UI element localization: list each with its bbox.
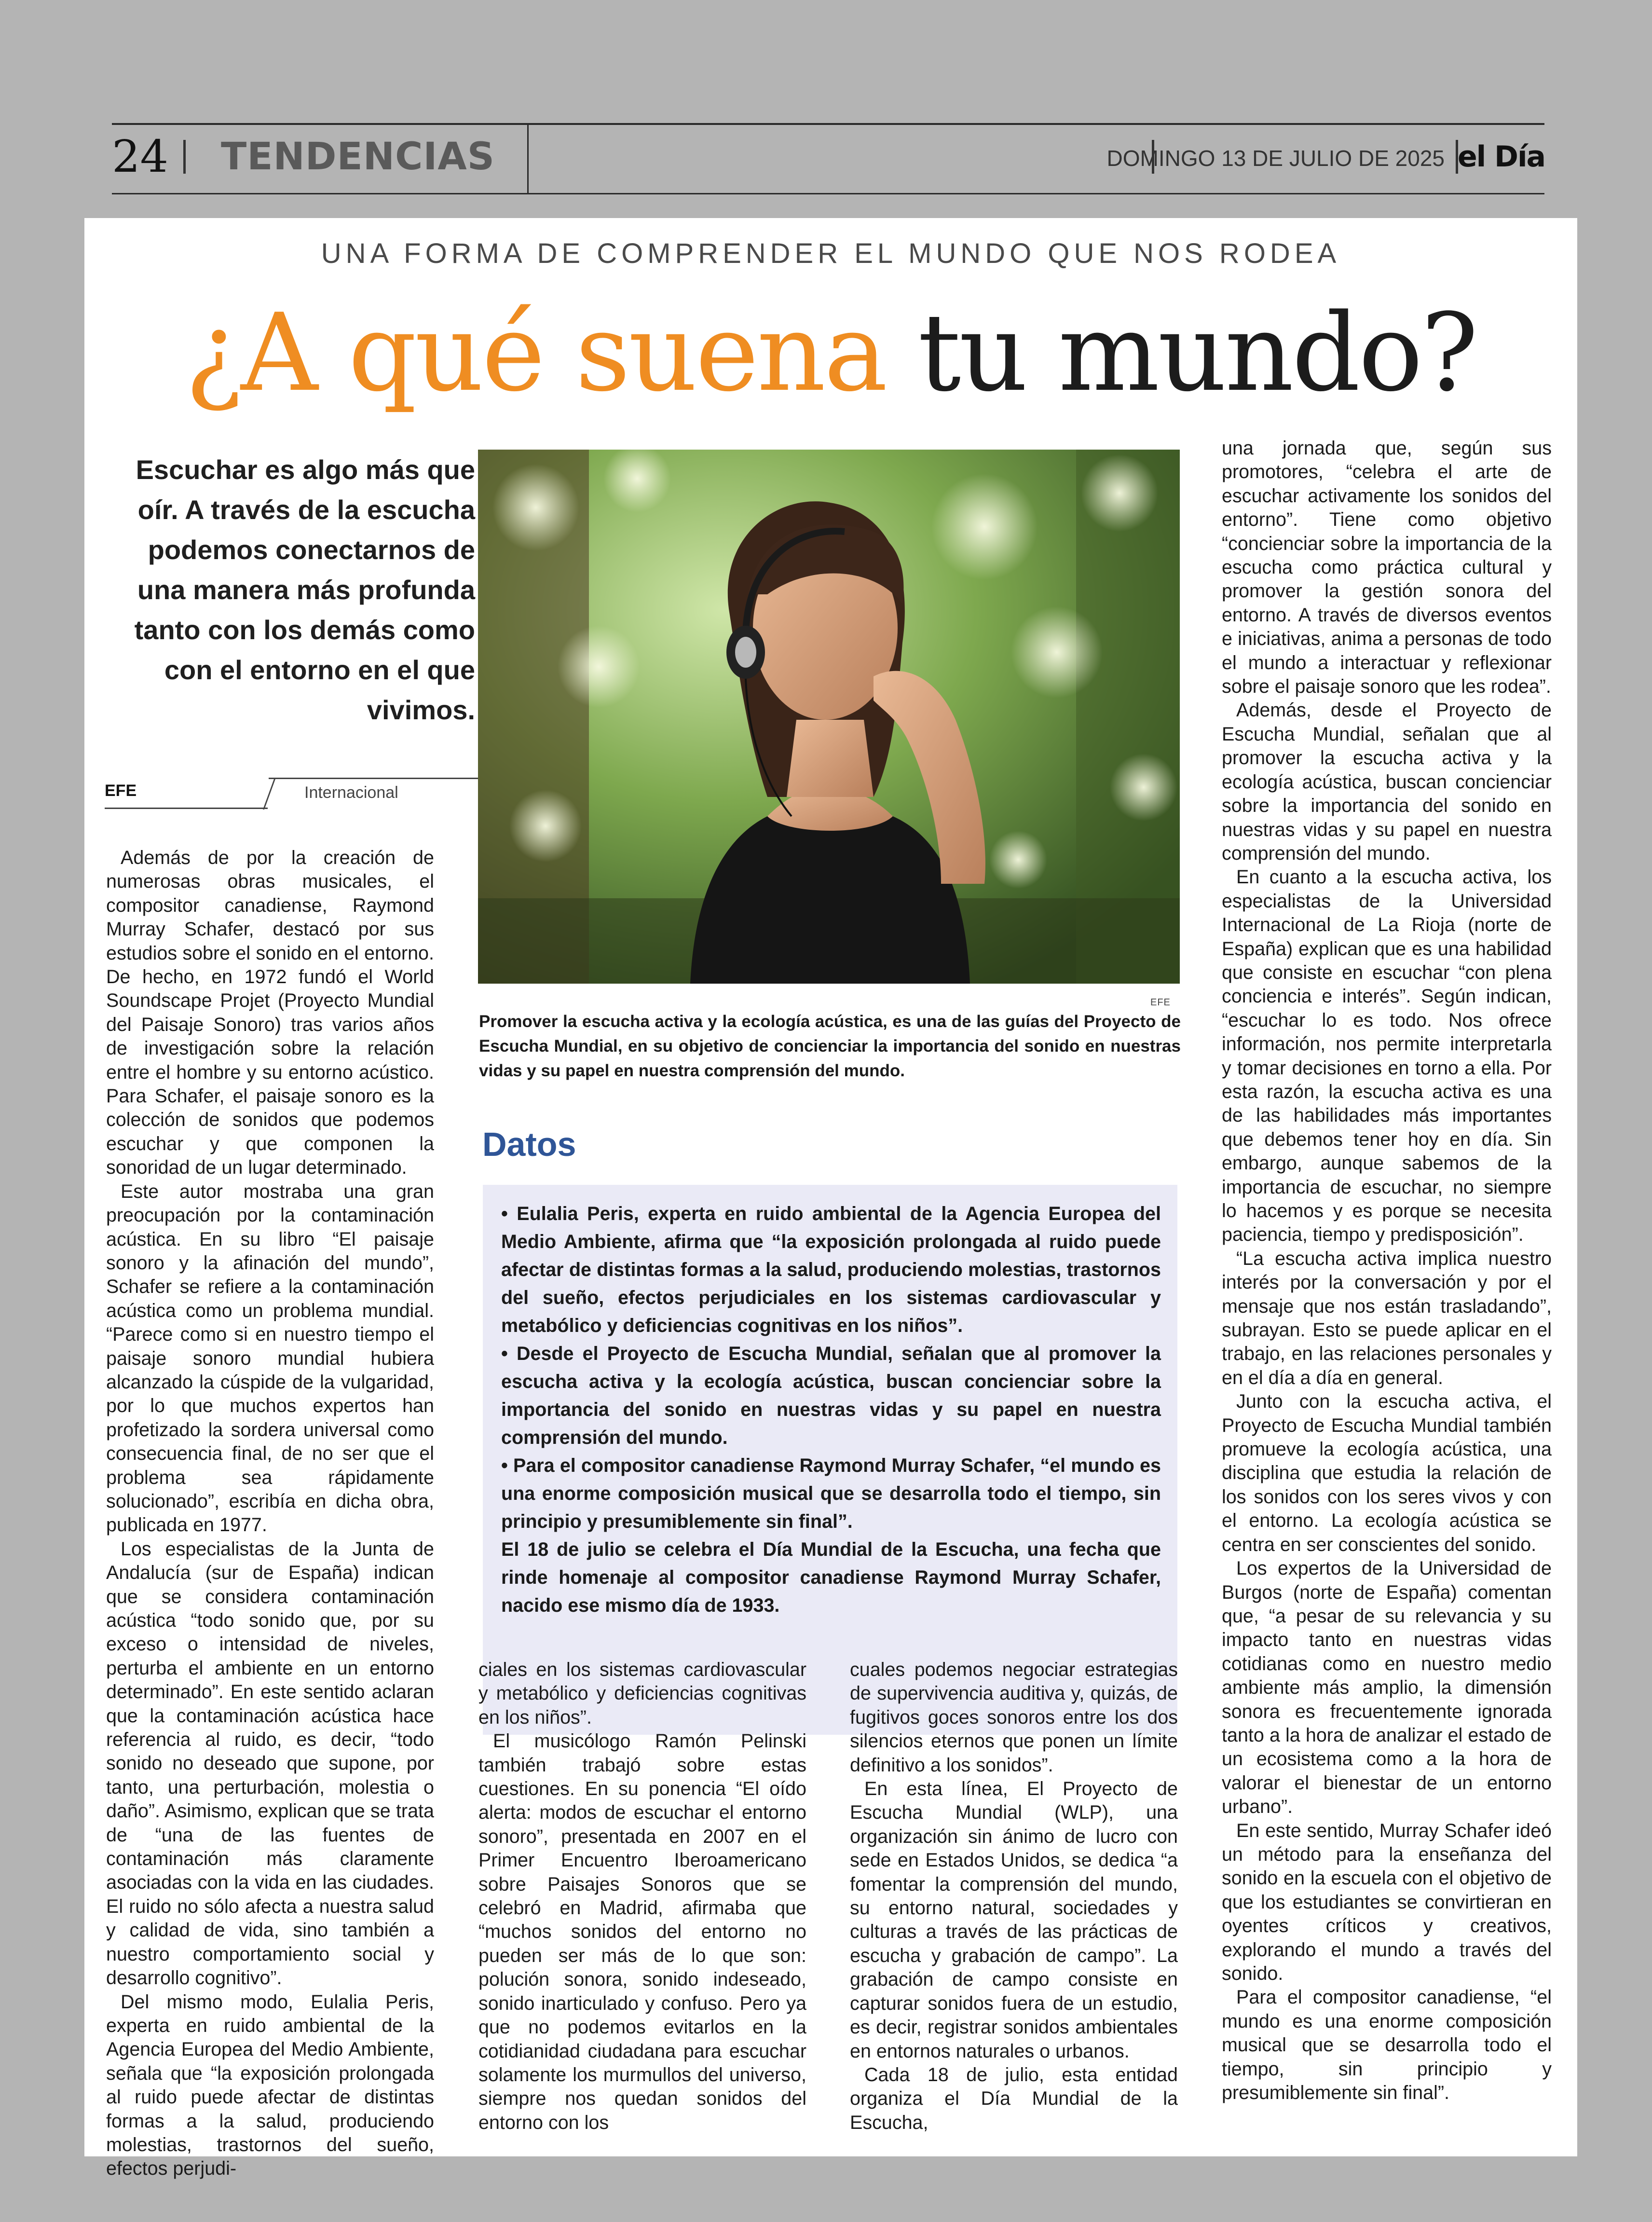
paragraph: una jornada que, según sus promotores, “celebra el arte de escuchar activamente los sonidos del entorno”. Tiene como objetivo “concienciar sobre la importancia de la escucha como práctica cultural y promover la gestión sonora del entorno. A través de diversos eventos e iniciativas, anima a personas de todo el mundo a interactuar y reflexionar sobre el paisaje sonoro que les rodea”. bbox=[1222, 438, 1552, 698]
newspaper-logo: el Día bbox=[1457, 140, 1545, 174]
article-page bbox=[84, 218, 1577, 2180]
paragraph: Los especialistas de la Junta de Andalucía (sur de España) indican que se considera contaminación acústica “todo sonido que, por su exceso o intensidad de niveles, perturba el ambiente en un entorno determinado”. En este sentido aclaran que la contaminación acústica hace referencia al ruido, es decir, “todo sonido no deseado que supone, por tanto, una perturbación, molestia o daño”. Asimismo, explican que se trata de “una de las fuentes de contaminación más claramente asociadas con la vida en las ciudades. El ruido no sólo afecta a nuestra salud y calidad de vida, sino también a nuestro comportamiento social y desarrollo cognitivo”. bbox=[106, 1538, 434, 1989]
paragraph: En cuanto a la escucha activa, los especialistas de la Universidad Internacional de La Rioja (norte de España) explican que es una habilidad que consiste en escuchar “con plena conciencia e interés”. Según indican, “escuchar lo es todo. Nos ofrece información, nos permite interpretarla y tomar decisiones en torno a ella. Por esta razón, la escucha activa es una de las habilidades más importantes que debemos tener hoy en día. Sin embargo, aunque sabemos de la importancia de escuchar, no siempre lo hacemos y es porque se necesita paciencia, tiempo y predisposición”. bbox=[1222, 866, 1552, 1246]
paragraph: Los expertos de la Universidad de Burgos (norte de España) comentan que, “a pesar de su relevancia y su impacto tanto en nuestras vidas cotidianas como en nuestro medio ambiente más amplio, la dimensión sonora es frecuentemente ignorada tanto a la hora de analizar el estado de un ecosistema como a la hora de valorar el bienestar de un entorno urbano”. bbox=[1222, 1558, 1552, 1818]
page-number: 24 bbox=[112, 131, 169, 182]
header-separator bbox=[183, 140, 186, 174]
paragraph: Cada 18 de julio, esta entidad organiza el Día Mundial de la Escucha, bbox=[850, 2064, 1178, 2133]
byline-section: Internacional bbox=[304, 783, 398, 802]
header-divider bbox=[527, 123, 529, 194]
paragraph: Además, desde el Proyecto de Escucha Mundial, señalan que al promover la escucha activa y la ecología acústica, buscan concienciar sobre la importancia del sonido en nuestras vidas y su papel en nuestra comprensión del mundo. bbox=[1222, 700, 1552, 864]
datos-title: Datos bbox=[482, 1125, 576, 1163]
paragraph: En esta línea, El Proyecto de Escucha Mundial (WLP), una organización sin ánimo de lucro con sede en Estados Unidos, se dedica “a fomentar la comprensión del mundo, su entorno natural, sociedades y culturas a través de las prácticas de escucha y grabación de campo”. La grabación de campo consiste en capturar sonidos fuera de un estudio, es decir, registrar sonidos ambientales en entornos naturales o urbanos. bbox=[850, 1778, 1178, 2062]
datos-item: • Para el compositor canadiense Raymond Murray Schafer, “el mundo es una enorme composición musical que se desarrolla todo el tiempo, sin principio y presumiblemente sin final”. bbox=[501, 1455, 1161, 1532]
text-column-1 bbox=[106, 846, 434, 2181]
byline-rule bbox=[105, 808, 268, 809]
datos-item: • Desde el Proyecto de Escucha Mundial, señalan que al promover la escucha activa y la ecología acústica, buscan concienciar sobre la importancia del sonido en nuestras vidas y su papel en nuestra comprensión del mundo. bbox=[501, 1343, 1161, 1448]
header-rule-top bbox=[112, 123, 1544, 125]
paragraph: Además de por la creación de numerosas obras musicales, el compositor canadiense, Raymond Murray Schafer, destacó por sus estudios sobre el sonido en el entorno. De hecho, en 1972 fundó el World Soundscape Projet (Proyecto Mundial del Paisaje Sonoro) tras varios años de investigación sobre la relación entre el hombre y su entorno acústico. Para Schafer, el paisaje sonoro es la colección de sonidos que podemos escuchar y que componen la sonoridad de un lugar determinado. bbox=[106, 847, 434, 1179]
photo-credit: EFE bbox=[1150, 997, 1171, 1008]
article-photo bbox=[478, 450, 1180, 984]
byline bbox=[105, 778, 519, 807]
lead-paragraph: Escuchar es algo más que oír. A través de la escucha podemos conectarnos de una manera más profunda tanto con los demás como con el entorno en el que vivimos. bbox=[134, 454, 475, 725]
text-column-2 bbox=[478, 1658, 806, 2135]
paragraph: cuales podemos negociar estrategias de supervivencia auditiva y, quizás, de fugitivos goces sonoros entre los dos silencios eternos que ponen un límite definitivo a los sonidos”. bbox=[850, 1659, 1178, 1776]
photo-caption: Promover la escucha activa y la ecología acústica, es una de las guías del Proyecto de Escucha Mundial, en su objetivo de concienciar la importancia del sonido en nuestras vidas y su papel en nuestra comprensión del mundo. bbox=[479, 1012, 1181, 1080]
paragraph: En este sentido, Murray Schafer ideó un método para la enseñanza del sonido en la escuela con el objetivo de que los estudiantes se convirtieran en oyentes críticos y creativos, explorando el mundo a través del sonido. bbox=[1222, 1820, 1552, 1984]
photo-woman-headphones bbox=[478, 450, 1180, 984]
byline-agency: EFE bbox=[105, 782, 137, 800]
paragraph: El musicólogo Ramón Pelinski también trabajó sobre estas cuestiones. En su ponencia “El oído alerta: modos de escuchar el entorno sonoro”, presentada en 2007 en el Primer Encuentro Iberoamericano sobre Paisajes Sonoros que se celebró en Madrid, afirmaba que “muchos sonidos del entorno no pueden ser más de lo que son: polución sonora, sonido indeseado, sonido inarticulado y confuso. Pero ya que no podemos evitarlos en la cotidianidad ciudadana para escuchar solamente los murmullos del universo, siempre nos quedan sonidos del entorno con los bbox=[478, 1730, 806, 2133]
paragraph: Para el compositor canadiense, “el mundo es una enorme composición musical que se desarrolla todo el tiempo, sin principio y presumiblemente sin final”. bbox=[1222, 1987, 1552, 2104]
headline-accent: ¿A qué suena bbox=[185, 291, 886, 415]
headline bbox=[84, 290, 1577, 416]
paragraph: Del mismo modo, Eulalia Peris, experta en ruido ambiental de la Agencia Europea del Medio Ambiente, señala que “la exposición prolongada al ruido puede afectar de distintas formas a la salud, produciendo molestias, trastornos del sueño, efectos perjudi- bbox=[106, 1991, 434, 2180]
header-rule-bottom bbox=[112, 193, 1544, 194]
section-title: TENDENCIAS bbox=[221, 135, 495, 178]
datos-item: El 18 de julio se celebra el Día Mundial de la Escucha, una fecha que rinde homenaje al compositor canadiense Raymond Murray Schafer, nacido ese mismo día de 1933. bbox=[501, 1539, 1161, 1616]
issue-date: DOMINGO 13 DE JULIO DE 2025 bbox=[1106, 146, 1445, 171]
headline-rest: tu mundo? bbox=[918, 291, 1477, 415]
paragraph: Este autor mostraba una gran preocupación por la contaminación acústica. En su libro “El paisaje sonoro y la afinación del mundo”, Schafer se refiere a la contaminación acústica como un problema mundial. “Parece como si en nuestro tiempo el paisaje sonoro mundial hubiera alcanzado la cúspide de la vulgaridad, por lo que muchos expertos han profetizado la sordera universal como consecuencia final, de no ser que el problema sea rápidamente solucionado”, escribía en dicha obra, publicada en 1977. bbox=[106, 1180, 434, 1536]
datos-item: • Eulalia Peris, experta en ruido ambiental de la Agencia Europea del Medio Ambiente, afirma que “la exposición prolongada al ruido puede afectar de distintas formas a la salud, produciendo molestias, trastornos del sueño, efectos perjudiciales en los sistemas cardiovascular y metabólico y deficiencias cognitivas en los niños”. bbox=[501, 1203, 1161, 1336]
text-column-4 bbox=[1222, 437, 1552, 2105]
text-column-3 bbox=[850, 1658, 1178, 2135]
kicker: UNA FORMA DE COMPRENDER EL MUNDO QUE NOS RODEA bbox=[321, 238, 1341, 269]
byline-slash bbox=[263, 778, 276, 809]
paragraph: Junto con la escucha activa, el Proyecto de Escucha Mundial también promueve la ecología acústica, una disciplina que estudia la relación de los sonidos con los seres vivos y con el entorno. La ecología acústica se centra en ser conscientes del sonido. bbox=[1222, 1391, 1552, 1555]
paragraph: “La escucha activa implica nuestro interés por la conversación y por el mensaje que nos están trasladando”, subrayan. Esto se puede aplicar en el trabajo, en las relaciones personales y en el día a día en general. bbox=[1222, 1248, 1552, 1388]
paragraph: ciales en los sistemas cardiovascular y metabólico y deficiencias cognitivas en los niños”. bbox=[478, 1659, 806, 1728]
datos-list bbox=[501, 1200, 1161, 1619]
